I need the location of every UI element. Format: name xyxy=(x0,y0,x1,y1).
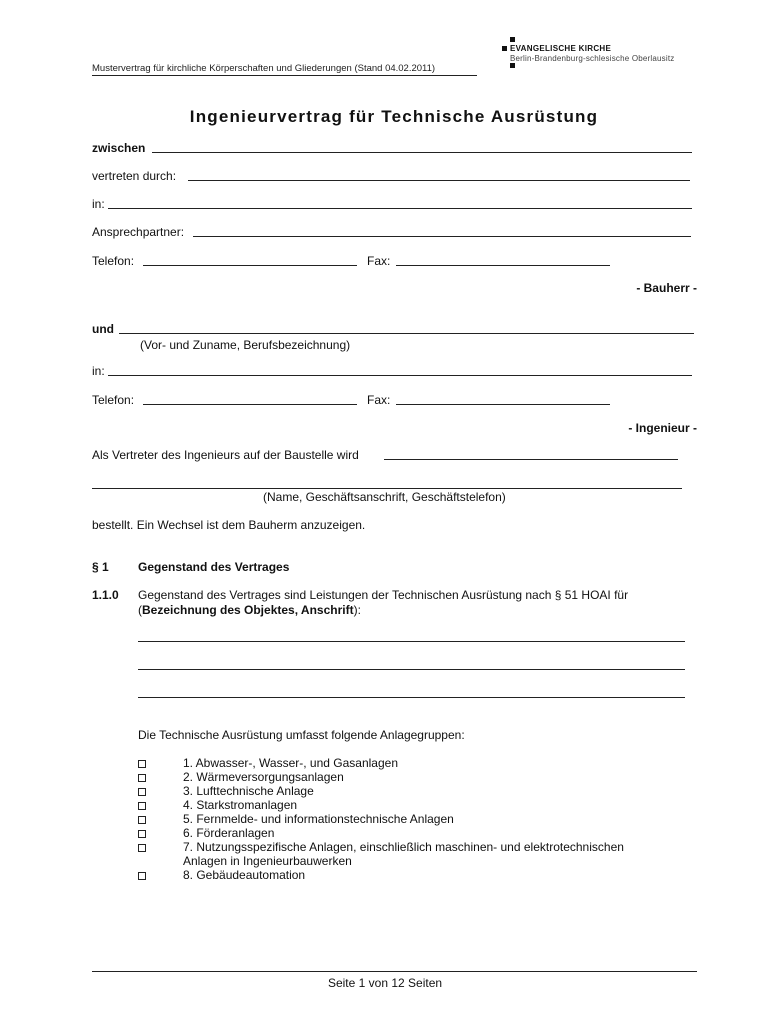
checkbox-anlage-1[interactable] xyxy=(138,760,146,768)
vertreter-hint: (Name, Geschäftsanschrift, Geschäftstelefon) xyxy=(263,490,506,504)
checkbox-anlage-2[interactable] xyxy=(138,774,146,782)
clause-number: 1.1.0 xyxy=(92,588,119,602)
header-title: Mustervertrag für kirchliche Körperschaften und Gliederungen (Stand 04.02.2011) xyxy=(92,63,436,74)
und-label: und xyxy=(92,322,114,336)
anlage-item-5: 5. Fernmelde- und informationstechnische Anlagen xyxy=(183,812,454,826)
ingenieur-telefon-label: Telefon: xyxy=(92,393,135,407)
logo-square-mid xyxy=(502,46,507,51)
logo-subtitle: Berlin-Brandenburg-schlesische Oberlausitz xyxy=(510,54,675,63)
page-number: Seite 1 von 12 Seiten xyxy=(327,976,443,990)
anlage-item-2: 2. Wärmeversorgungsanlagen xyxy=(183,770,344,784)
anlage-item-7: 7. Nutzungsspezifische Anlagen, einschließlich maschinen- und elektrotechnischen xyxy=(183,840,624,854)
anlage-item-8: 8. Gebäudeautomation xyxy=(183,868,306,882)
object-field-1[interactable] xyxy=(138,641,685,642)
bauherr-in-field[interactable] xyxy=(108,208,692,209)
page-title: Ingenieurvertrag für Technische Ausrüstung xyxy=(189,107,599,126)
vertreter-field[interactable] xyxy=(384,459,678,460)
logo-square-bottom xyxy=(510,63,515,68)
checkbox-anlage-4[interactable] xyxy=(138,802,146,810)
vertreter-field-line2[interactable] xyxy=(92,488,682,489)
checkbox-anlage-5[interactable] xyxy=(138,816,146,824)
anlagen-intro: Die Technische Ausrüstung umfasst folgende Anlagegruppen: xyxy=(138,728,465,742)
ingenieur-in-field[interactable] xyxy=(108,375,692,376)
checkbox-anlage-6[interactable] xyxy=(138,830,146,838)
checkbox-anlage-3[interactable] xyxy=(138,788,146,796)
bauherr-fax-label: Fax: xyxy=(367,254,391,268)
section-heading: Gegenstand des Vertrages xyxy=(138,560,290,574)
zwischen-label: zwischen xyxy=(92,141,146,155)
clause-object-line xyxy=(138,603,361,617)
object-field-3[interactable] xyxy=(138,697,685,698)
checkbox-anlage-8[interactable] xyxy=(138,872,146,880)
vertreter-text: Als Vertreter des Ingenieurs auf der Baustelle wird xyxy=(92,448,359,462)
ingenieur-fax-label: Fax: xyxy=(367,393,391,407)
vertreten-label: vertreten durch: xyxy=(92,169,177,183)
logo-square-top xyxy=(510,37,515,42)
anlage-item-1: 1. Abwasser-, Wasser-, und Gasanlagen xyxy=(183,756,398,770)
object-field-2[interactable] xyxy=(138,669,685,670)
ingenieur-fax-field[interactable] xyxy=(396,404,610,405)
und-field[interactable] xyxy=(119,333,694,334)
anlage-item-7-continued: Anlagen in Ingenieurbauwerken xyxy=(183,854,352,868)
ingenieur-role: - Ingenieur - xyxy=(628,421,697,435)
bauherr-telefon-label: Telefon: xyxy=(92,254,135,268)
footer-rule xyxy=(92,971,697,972)
section-number: § 1 xyxy=(92,560,109,574)
paren-open: ( xyxy=(138,603,142,617)
anlage-item-4: 4. Starkstromanlagen xyxy=(183,798,298,812)
paren-close: ): xyxy=(353,603,361,617)
vertreten-field[interactable] xyxy=(188,180,690,181)
und-hint: (Vor- und Zuname, Berufsbezeichnung) xyxy=(140,338,351,352)
bestellt-text: bestellt. Ein Wechsel ist dem Bauherm anzuzeigen. xyxy=(92,518,366,532)
ingenieur-in-label: in: xyxy=(92,364,105,378)
zwischen-field[interactable] xyxy=(152,152,692,153)
ingenieur-telefon-field[interactable] xyxy=(143,404,357,405)
bauherr-in-label: in: xyxy=(92,197,105,211)
object-description-label: Bezeichnung des Objektes, Anschrift xyxy=(142,603,354,617)
bauherr-role: - Bauherr - xyxy=(636,281,697,295)
bauherr-fax-field[interactable] xyxy=(396,265,610,266)
header-rule xyxy=(92,75,477,76)
ansprechpartner-field[interactable] xyxy=(193,236,691,237)
anlage-item-3: 3. Lufttechnische Anlage xyxy=(183,784,314,798)
clause-text: Gegenstand des Vertrages sind Leistungen der Technischen Ausrüstung nach § 51 HOAI für xyxy=(138,588,629,602)
ansprechpartner-label: Ansprechpartner: xyxy=(92,225,185,239)
logo-name: EVANGELISCHE KIRCHE xyxy=(510,44,612,53)
bauherr-telefon-field[interactable] xyxy=(143,265,357,266)
checkbox-anlage-7[interactable] xyxy=(138,844,146,852)
anlage-item-6: 6. Förderanlagen xyxy=(183,826,275,840)
